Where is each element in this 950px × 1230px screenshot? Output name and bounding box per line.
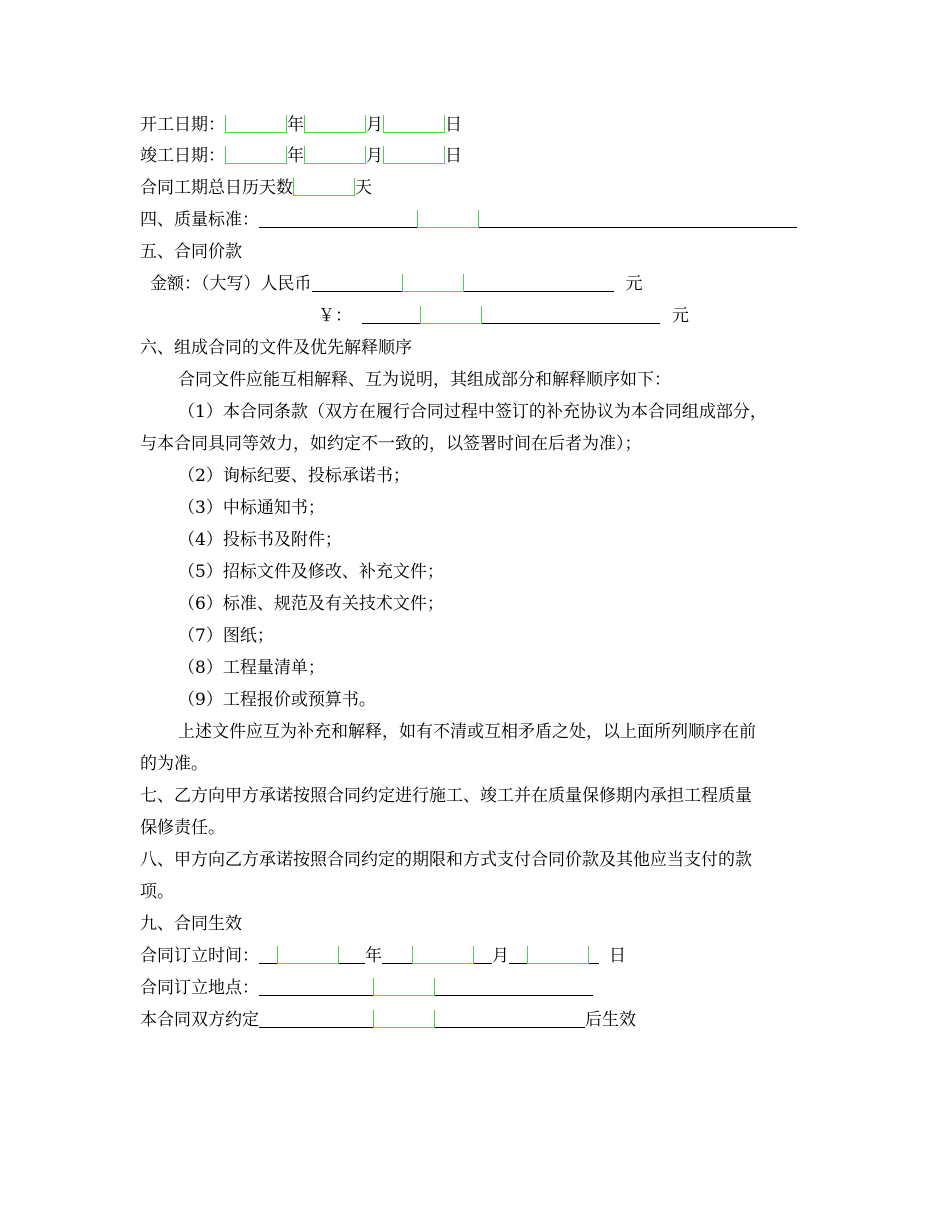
month-label: 月 [366,115,383,135]
finish-year-field[interactable] [225,146,287,164]
underline [259,978,373,996]
effect-label: 本合同双方约定 [140,1010,259,1030]
amount-upper-underline-left [312,274,402,292]
docs-note-a: 上述文件应互为补充和解释，如有不清或互相矛盾之处，以上面所列顺序在前 [178,722,756,742]
total-days-field[interactable] [293,178,355,196]
clause-7a: 七、乙方向甲方承诺按照合同约定进行施工、竣工并在质量保修期内承担工程质量 [140,786,752,806]
start-date-line [140,114,462,136]
sign-day-field[interactable] [527,946,589,964]
docs-note-b: 的为准。 [140,754,208,774]
total-days-line [140,177,372,199]
month-label: 月 [492,946,509,966]
clause-8a: 八、甲方向乙方承诺按照合同约定的期限和方式支付合同价款及其他应当支付的款 [140,850,752,870]
underline [435,1010,585,1028]
amount-upper-label: 金额：（大写）人民币 [150,274,312,294]
docs-item: （7）图纸； [178,626,274,646]
docs-item: （2）询标纪要、投标承诺书； [178,466,410,486]
amount-yen-field[interactable] [420,306,482,324]
underline [339,946,365,964]
year-label: 年 [365,946,382,966]
docs-title: 六、组成合同的文件及优先解释顺序 [140,338,412,358]
clause-7b: 保修责任。 [140,818,225,838]
clause-8b: 项。 [140,882,174,902]
amount-yen-underline-left [362,306,420,324]
clause-9-title: 九、合同生效 [140,914,242,934]
underline [509,946,527,964]
docs-intro: 合同文件应能互相解释、互为说明，其组成部分和解释顺序如下： [178,370,671,390]
amount-upper-underline-right [464,274,614,292]
finish-date-line [140,145,462,167]
sign-place-line [140,977,593,999]
days-unit: 天 [355,178,372,198]
start-day-field[interactable] [383,115,445,133]
quality-underline-right [479,210,797,228]
start-year-field[interactable] [225,115,287,133]
amount-yen-underline-right [482,306,660,324]
sign-time-label: 合同订立时间： [140,946,259,966]
docs-item: （4）投标书及附件； [178,530,342,550]
docs-item: （9）工程报价或预算书。 [178,690,376,710]
docs-item-1b: 与本合同具同等效力，如约定不一致的，以签署时间在后者为准）； [140,434,642,454]
quality-line [140,209,797,231]
underline [589,946,599,964]
sign-place-field[interactable] [373,978,435,996]
amount-yen-label: ￥： [318,306,352,326]
start-month-field[interactable] [304,115,366,133]
sign-year-field[interactable] [277,946,339,964]
effect-line [140,1009,636,1031]
sign-time-line [140,945,626,967]
day-label: 日 [609,946,626,966]
underline [259,946,277,964]
underline [474,946,492,964]
day-label: 日 [445,146,462,166]
docs-item: （8）工程量清单； [178,658,325,678]
underline [435,978,593,996]
yuan-unit: 元 [672,306,689,326]
docs-item-1a: （1）本合同条款（双方在履行合同过程中签订的补充协议为本合同组成部分， [178,402,767,422]
sign-place-label: 合同订立地点： [140,978,259,998]
year-label: 年 [287,146,304,166]
year-label: 年 [287,115,304,135]
yuan-unit: 元 [625,274,643,294]
finish-date-label: 竣工日期： [140,146,225,166]
docs-item: （3）中标通知书； [178,498,325,518]
start-date-label: 开工日期： [140,115,225,135]
finish-month-field[interactable] [304,146,366,164]
amount-upper-line [150,273,643,295]
sign-month-field[interactable] [412,946,474,964]
quality-field[interactable] [417,210,479,228]
finish-day-field[interactable] [383,146,445,164]
docs-item: （6）标准、规范及有关技术文件； [178,594,444,614]
effect-field[interactable] [373,1010,435,1028]
effect-suffix: 后生效 [585,1010,636,1030]
quality-underline-left [259,210,417,228]
price-title: 五、合同价款 [140,242,242,262]
amount-upper-field[interactable] [402,274,464,292]
month-label: 月 [366,146,383,166]
amount-yen-line [318,305,689,327]
docs-item: （5）招标文件及修改、补充文件； [178,562,444,582]
total-days-label: 合同工期总日历天数 [140,178,293,198]
underline [259,1010,373,1028]
underline [382,946,412,964]
day-label: 日 [445,115,462,135]
quality-label: 四、质量标准： [140,210,259,230]
